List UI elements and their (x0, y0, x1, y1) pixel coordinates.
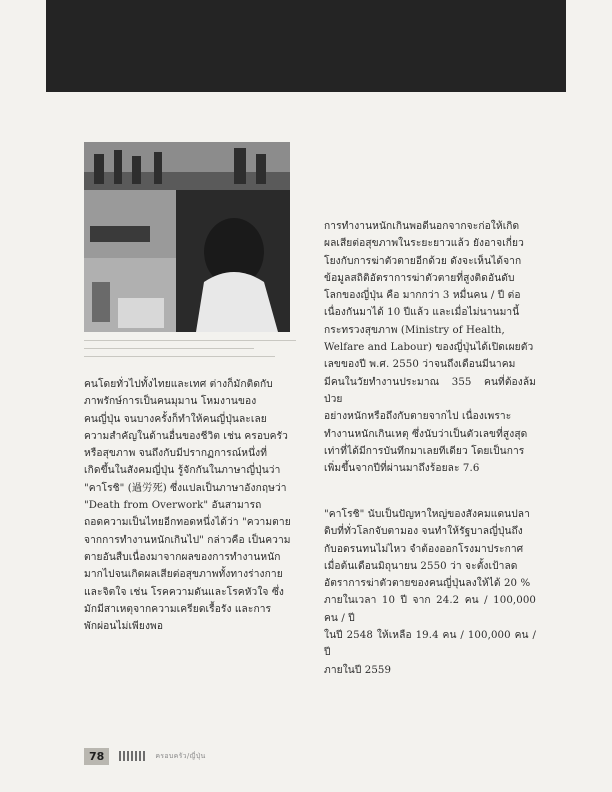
footer-logo-icon (119, 751, 145, 761)
page-footer (84, 744, 224, 768)
photo-collage-image (84, 142, 290, 332)
right-bottom-paragraph: "คาโรชิ" นับเป็นปัญหาใหญ่ของสังคมแดนปลา ดิบที่ทั่วโลกจับตามอง จนทำให้รัฐบาลญี่ปุ่นถึง กับอดรนทนไม่ไหว จำต้องออกโรงมาประกาศ เมื่อต้นเดือนมิถุนายน 2550 ว่า จะตั้งเป้าลด อัตราการฆ่าตัวตายของคนญี่ปุ่นลงให้ได้ 20 % ภายในเวลา 10 ปี จาก 24.2 คน / 100,000 คน / ปี ในปี 2548 ให้เหลือ 19.4 คน / 100,000 คน / ปี ภายในปี 2559 (324, 509, 536, 676)
photo-collage (84, 142, 290, 332)
right-column-top-text (324, 218, 536, 477)
right-column-bottom-text (324, 506, 536, 679)
left-paragraph: คนโดยทั่วไปทั้งไทยและเทศ ต่างก็มักติดกับ ภาพรักษ์การเป็นคนมุมาน โหมงานของ คนญี่ปุ่น จนบางครั้งก็ทำให้คนญี่ปุ่นละเลย ความสำคัญในด้านอื่นของชีวิต เช่น ครอบครัว หรือสุขภาพ จนถึงกับมีปรากฏการณ์หนึ่งที่ เกิดขึ้นในสังคมญี่ปุ่น รู้จักกันในภาษาญี่ปุ่นว่า "คาโรชิ" (過労死) ซึ่งแปลเป็นภาษาอังกฤษว่า "Death from Overwork" อันสามารถ ถอดความเป็นไทยอีกทอดหนึ่งได้ว่า "ความตาย จากการทำงานหนักเกินไป" กล่าวคือ เป็นความ ตายอันสืบเนื่องมาจากผลของการทำงานหนัก มากไปจนเกิดผลเสียต่อสุขภาพทั้งทางร่างกาย และจิตใจ เช่น โรคความดันและโรคหัวใจ ซึ่ง มักมีสาเหตุจากความเครียดเรื้อรัง และการ พักผ่อนไม่เพียงพอ (84, 379, 291, 633)
page-number: 78 (84, 748, 109, 765)
running-title: ครอบครัว/ญี่ปุ่น (155, 751, 206, 760)
left-column-text (84, 376, 296, 635)
header-band (46, 0, 566, 92)
right-top-paragraph: การทำงานหนักเกินพอดีนอกจากจะก่อให้เกิด ผลเสียต่อสุขภาพในระยะยาวแล้ว ยังอาจเกี่ยว โยงกับการฆ่าตัวตายอีกด้วย ดังจะเห็นได้จาก ข้อมูลสถิติอัตราการฆ่าตัวตายที่สูงติดอันดับ โลกของญี่ปุ่น คือ มากกว่า 3 หมื่นคน / ปี ต่อ เนื่องกันมาได้ 10 ปีแล้ว และเมื่อไม่นานมานี้ กระทรวงสุขภาพ (Ministry of Health, Welfare and Labour) ของญี่ปุ่นได้เปิดเผยตัว เลขของปี พ.ศ. 2550 ว่าจนถึงเดือนมีนาคม มีคนในวัยทำงานประมาณ 355 คนที่ต้องล้มป่วย อย่างหนักหรือถึงกับตายจากไป เนื่องเพราะ ทำงานหนักเกินเหตุ ซึ่งนับว่าเป็นตัวเลขที่สูงสุด เท่าที่ได้มีการบันทึกมาเลยทีเดียว โดยเป็นการ เพิ่มขึ้นจากปีที่ผ่านมาถึงร้อยละ 7.6 (324, 221, 536, 475)
bleed-through-lines (84, 340, 296, 364)
